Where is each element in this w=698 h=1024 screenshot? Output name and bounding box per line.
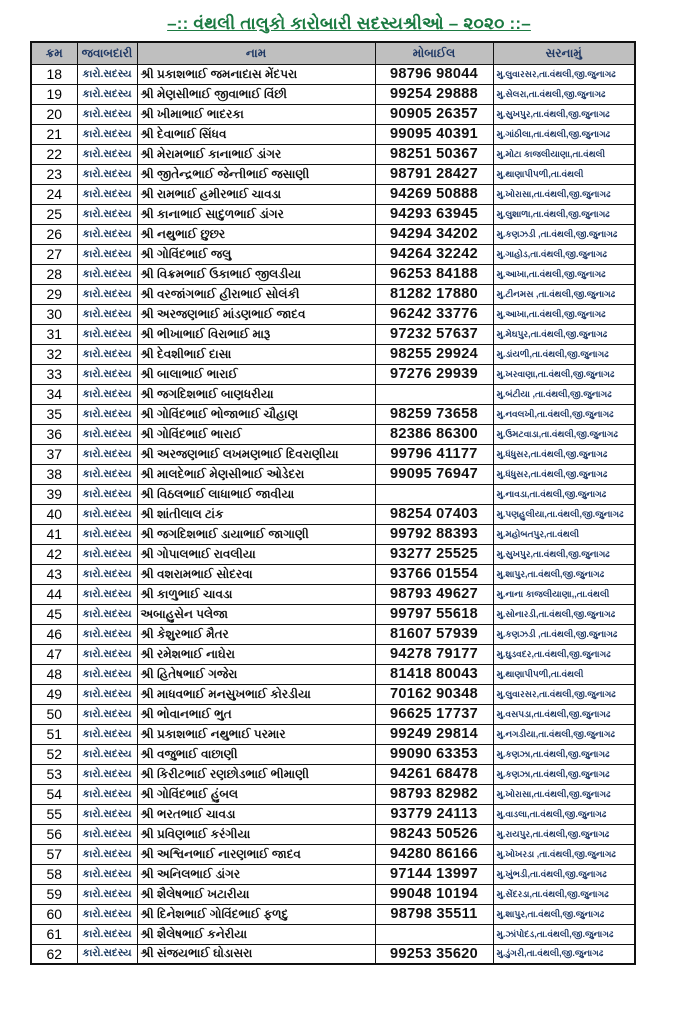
name-cell: શ્રી બાલાભાઈ ભારાઈ [137,364,375,384]
table-row [31,504,635,524]
column-header-serial: ક્રમ [31,42,77,64]
role-cell: કારો.સદસ્ય [77,584,137,604]
serial-cell: 24 [31,184,77,204]
serial-cell: 49 [31,684,77,704]
mobile-cell: 99253 35620 [375,944,493,964]
serial-cell: 55 [31,804,77,824]
table-row [31,704,635,724]
table-row [31,204,635,224]
mobile-cell: 94264 32242 [375,244,493,264]
name-cell: શ્રી દેવાભાઈ સિંધવ [137,124,375,144]
address-cell: મુ.ટીનમસ ,તા.વંથલી,જી.જુનાગઢ [493,284,635,304]
serial-cell: 51 [31,724,77,744]
table-row [31,484,635,504]
address-cell: મુ.નવલખી,તા.વંથલી,જી.જુનાગઢ [493,404,635,424]
serial-cell: 43 [31,564,77,584]
table-row [31,564,635,584]
table-row [31,144,635,164]
address-cell: મુ.મોટા કાજલીયાણા,તા.વંથલી [493,144,635,164]
table-row [31,184,635,204]
name-cell: શ્રી ખીમાભાઈ ભાદરકા [137,104,375,124]
address-cell: મુ.મહોબતપુર,તા.વંથલી [493,524,635,544]
members-table [30,41,636,965]
name-cell: શ્રી દેવશીભાઈ દાસા [137,344,375,364]
table-row [31,744,635,764]
table-row [31,624,635,644]
role-cell: કારો.સદસ્ય [77,64,137,84]
role-cell: કારો.સદસ્ય [77,424,137,444]
role-cell: કારો.સદસ્ય [77,324,137,344]
name-cell: શ્રી સંજયભાઈ ઘોડાસરા [137,944,375,964]
mobile-cell: 97144 13997 [375,864,493,884]
table-row [31,164,635,184]
address-cell: મુ.બંટીયા ,તા.વંથલી,જી.જુનાગઢ [493,384,635,404]
role-cell: કારો.સદસ્ય [77,764,137,784]
column-header-name: નામ [137,42,375,64]
table-row [31,724,635,744]
role-cell: કારો.સદસ્ય [77,644,137,664]
address-cell: મુ.શાપુર,તા.વંથલી,જી.જુનાગઢ [493,564,635,584]
mobile-cell: 99254 29888 [375,84,493,104]
serial-cell: 33 [31,364,77,384]
name-cell: શ્રી ભીખાભાઈ વિરાભાઈ મારૂ [137,324,375,344]
table-row [31,544,635,564]
mobile-cell: 94293 63945 [375,204,493,224]
role-cell: કારો.સદસ્ય [77,884,137,904]
mobile-cell: 96253 84188 [375,264,493,284]
serial-cell: 20 [31,104,77,124]
mobile-cell: 98243 50526 [375,824,493,844]
address-cell: મુ.ધંધુસર,તા.વંથલી,જી.જુનાગઢ [493,464,635,484]
address-cell: મુ.ઉમટવાડા,તા.વંથલી,જી.જુનાગઢ [493,424,635,444]
role-cell: કારો.સદસ્ય [77,664,137,684]
serial-cell: 54 [31,784,77,804]
role-cell: કારો.સદસ્ય [77,384,137,404]
role-cell: કારો.સદસ્ય [77,124,137,144]
address-cell: મુ.સુખપુર,તા.વંથલી,જી.જુનાગઢ [493,544,635,564]
name-cell: શ્રી ગોપાલભાઈ રાવલીયા [137,544,375,564]
role-cell: કારો.સદસ્ય [77,504,137,524]
name-cell: શ્રી શૈલેષભાઈ કનેરીયા [137,924,375,944]
table-row [31,664,635,684]
mobile-cell: 82386 86300 [375,424,493,444]
address-cell: મુ.ખોરાસા,તા.વંથલી,જી.જુનાગઢ [493,184,635,204]
name-cell: શ્રી ગોવિંદભાઈ જલુ [137,244,375,264]
role-cell: કારો.સદસ્ય [77,444,137,464]
role-cell: કારો.સદસ્ય [77,864,137,884]
table-row [31,584,635,604]
name-cell: શ્રી અનિલભાઈ ડાંગર [137,864,375,884]
serial-cell: 52 [31,744,77,764]
serial-cell: 45 [31,604,77,624]
table-row [31,324,635,344]
serial-cell: 27 [31,244,77,264]
name-cell: શ્રી શૈલેષભાઈ ખટારીયા [137,884,375,904]
role-cell: કારો.સદસ્ય [77,464,137,484]
table-row [31,684,635,704]
table-row [31,104,635,124]
serial-cell: 31 [31,324,77,344]
address-cell: મુ.સોનારડી,તા.વંથલી,જી.જુનાગઢ [493,604,635,624]
mobile-cell: 99048 10194 [375,884,493,904]
name-cell: શ્રી કિરીટભાઈ રણછોડભાઈ ભીમાણી [137,764,375,784]
column-header-mobile: મોબાઈલ [375,42,493,64]
serial-cell: 62 [31,944,77,964]
name-cell: શ્રી માલદેભાઈ મેણસીભાઈ ઓડેદરા [137,464,375,484]
name-cell: શ્રી પ્રવિણભાઈ કરંગીયા [137,824,375,844]
serial-cell: 41 [31,524,77,544]
role-cell: કારો.સદસ્ય [77,224,137,244]
table-row [31,884,635,904]
page-title: –:: વંથલી તાલુકો કારોબારી સદસ્યશ્રીઓ – ૨૦૨૦ ::– [167,14,531,33]
mobile-cell: 98798 35511 [375,904,493,924]
name-cell: શ્રી ગોવિંદભાઈ ભારાઈ [137,424,375,444]
mobile-cell: 96242 33776 [375,304,493,324]
serial-cell: 21 [31,124,77,144]
mobile-cell: 94278 79177 [375,644,493,664]
address-cell: મુ.કણઝડી ,તા.વંથલી,જી.જુનાગઢ [493,224,635,244]
table-header-row [31,42,635,64]
role-cell: કારો.સદસ્ય [77,564,137,584]
table-row [31,464,635,484]
column-header-address: સરનામું [493,42,635,64]
role-cell: કારો.સદસ્ય [77,784,137,804]
table-row [31,344,635,364]
address-cell: મુ.શાપુર,તા.વંથલી,જી.જુનાગઢ [493,904,635,924]
serial-cell: 22 [31,144,77,164]
name-cell: શ્રી વજુભાઈ વાછાણી [137,744,375,764]
mobile-cell: 93779 24113 [375,804,493,824]
name-cell: શ્રી અરજણભાઈ લખમણભાઈ દિવરાણીયા [137,444,375,464]
table-row [31,124,635,144]
name-cell: શ્રી પ્રકાશભાઈ જમનાદાસ મેંદપરા [137,64,375,84]
serial-cell: 40 [31,504,77,524]
table-row [31,764,635,784]
address-cell: મુ.ડુંગરી,તા.વંથલી,જી.જુનાગઢ [493,944,635,964]
table-row [31,84,635,104]
role-cell: કારો.સદસ્ય [77,904,137,924]
name-cell: શ્રી શાંતીલાલ ટાંક [137,504,375,524]
mobile-cell: 94261 68478 [375,764,493,784]
address-cell: મુ.ગાહોડ,તા.વંથલી,જી.જુનાગઢ [493,244,635,264]
serial-cell: 38 [31,464,77,484]
role-cell: કારો.સદસ્ય [77,924,137,944]
mobile-cell: 98793 82982 [375,784,493,804]
address-cell: મુ.સુખપુર,તા.વંથલી,જી.જુનાગઢ [493,104,635,124]
role-cell: કારો.સદસ્ય [77,524,137,544]
table-row [31,224,635,244]
role-cell: કારો.સદસ્ય [77,84,137,104]
mobile-cell [375,924,493,944]
serial-cell: 47 [31,644,77,664]
table-row [31,384,635,404]
table-row [31,264,635,284]
name-cell: શ્રી પ્રકાશભાઈ નથુભાઈ પરમાર [137,724,375,744]
mobile-cell: 98259 73658 [375,404,493,424]
name-cell: શ્રી મેણસીભાઈ જીવાભાઈ વિંછી [137,84,375,104]
role-cell: કારો.સદસ્ય [77,344,137,364]
address-cell: મુ.ખોખરડા ,તા.વંથલી,જી.જુનાગઢ [493,844,635,864]
address-cell: મુ.પણહુલીયા,તા.વંથલી,જી.જુનાગઢ [493,504,635,524]
name-cell: શ્રી અરજણભાઈ માંડણભાઈ જાદવ [137,304,375,324]
address-cell: મુ.મેઘપુર,તા.વંથલી,જી.જુનાગઢ [493,324,635,344]
mobile-cell: 97232 57637 [375,324,493,344]
serial-cell: 50 [31,704,77,724]
address-cell: મુ.સેંદરડા,તા.વંથલી,જી.જુનાગઢ [493,884,635,904]
address-cell: મુ.ઝાંપોદડ,તા.વંથલી,જી.જુનાગઢ [493,924,635,944]
address-cell: મુ.ઘુડવદર,તા.વંથલી,જી.જુનાગઢ [493,644,635,664]
name-cell: શ્રી અશ્વિનભાઈ નારણભાઈ જાદવ [137,844,375,864]
name-cell: શ્રી વિઠલભાઈ લાધાભાઈ જાવીયા [137,484,375,504]
table-row [31,644,635,664]
address-cell: મુ.કણઝા,તા.વંથલી,જી.જુનાગઢ [493,764,635,784]
mobile-cell: 98791 28427 [375,164,493,184]
serial-cell: 29 [31,284,77,304]
table-row [31,944,635,964]
role-cell: કારો.સદસ્ય [77,944,137,964]
mobile-cell: 98793 49627 [375,584,493,604]
mobile-cell: 94269 50888 [375,184,493,204]
serial-cell: 37 [31,444,77,464]
role-cell: કારો.સદસ્ય [77,724,137,744]
mobile-cell: 99797 55618 [375,604,493,624]
role-cell: કારો.સદસ્ય [77,244,137,264]
role-cell: કારો.સદસ્ય [77,624,137,644]
role-cell: કારો.સદસ્ય [77,204,137,224]
address-cell: મુ.લુવારસર,તા.વંથલી,જી.જુનાગઢ [493,64,635,84]
table-row [31,924,635,944]
role-cell: કારો.સદસ્ય [77,104,137,124]
address-cell: મુ.લુવારસર,તા.વંથલી,જી.જુનાગઢ [493,684,635,704]
serial-cell: 23 [31,164,77,184]
mobile-cell: 70162 90348 [375,684,493,704]
mobile-cell: 99090 63353 [375,744,493,764]
table-row [31,604,635,624]
role-cell: કારો.સદસ્ય [77,484,137,504]
table-row [31,844,635,864]
name-cell: અબાહુસેન પલેજા [137,604,375,624]
name-cell: શ્રી મેરામભાઈ કાનાભાઈ ડાંગર [137,144,375,164]
mobile-cell: 98255 29924 [375,344,493,364]
mobile-cell: 93766 01554 [375,564,493,584]
role-cell: કારો.સદસ્ય [77,364,137,384]
role-cell: કારો.સદસ્ય [77,824,137,844]
name-cell: શ્રી હિતેષભાઈ ગજેરા [137,664,375,684]
address-cell: મુ.કણઝા,તા.વંથલી,જી.જુનાગઢ [493,744,635,764]
serial-cell: 36 [31,424,77,444]
address-cell: મુ.ખોરાસા,તા.વંથલી,જી.જુનાગઢ [493,784,635,804]
address-cell: મુ.નગડીયા,તા.વંથલી,જી.જુનાગઢ [493,724,635,744]
address-cell: મુ.રાયપુર,તા.વંથલી,જી.જુનાગઢ [493,824,635,844]
name-cell: શ્રી કાનાભાઈ સાદુળભાઈ ડાંગર [137,204,375,224]
name-cell: શ્રી વશરામભાઈ સોદરવા [137,564,375,584]
mobile-cell: 99249 29814 [375,724,493,744]
name-cell: શ્રી જગદિશભાઈ બાણધરીયા [137,384,375,404]
mobile-cell: 94280 86166 [375,844,493,864]
name-cell: શ્રી વરજાંગભાઈ હીરાભાઈ સોલંકી [137,284,375,304]
table-row [31,904,635,924]
address-cell: મુ.થાણાપીપળી,તા.વંથલી [493,664,635,684]
table-row [31,404,635,424]
role-cell: કારો.સદસ્ય [77,304,137,324]
role-cell: કારો.સદસ્ય [77,804,137,824]
serial-cell: 18 [31,64,77,84]
table-row [31,804,635,824]
name-cell: શ્રી ગોવિંદભાઈ ભોજાભાઈ ચૌહાણ [137,404,375,424]
name-cell: શ્રી નથુભાઈ છુછર [137,224,375,244]
mobile-cell: 99095 40391 [375,124,493,144]
role-cell: કારો.સદસ્ય [77,684,137,704]
role-cell: કારો.સદસ્ય [77,704,137,724]
address-cell: મુ.આખા,તા.વંથલી,જી.જુનાગઢ [493,264,635,284]
serial-cell: 60 [31,904,77,924]
role-cell: કારો.સદસ્ય [77,184,137,204]
address-cell: મુ.ખુંભડી,તા.વંથલી,જી.જુનાગઢ [493,864,635,884]
name-cell: શ્રી ગોવિંદભાઈ હુંબલ [137,784,375,804]
serial-cell: 46 [31,624,77,644]
serial-cell: 57 [31,844,77,864]
table-row [31,784,635,804]
table-row [31,864,635,884]
role-cell: કારો.સદસ્ય [77,264,137,284]
address-cell: મુ.ખરવાણા,તા.વંથલી,જી.જુનાગઢ [493,364,635,384]
address-cell: મુ.નાવડા,તા.વંથલી,જી.જુનાગઢ [493,484,635,504]
name-cell: શ્રી રામભાઈ હમીરભાઈ ચાવડા [137,184,375,204]
address-cell: મુ.ગાંઠીલા,તા.વંથલી,જી.જુનાગઢ [493,124,635,144]
name-cell: શ્રી રમેશભાઈ નાઘેરા [137,644,375,664]
mobile-cell: 99095 76947 [375,464,493,484]
table-row [31,244,635,264]
mobile-cell [375,384,493,404]
table-body [31,64,635,964]
name-cell: શ્રી ભરતભાઈ ચાવડા [137,804,375,824]
serial-cell: 48 [31,664,77,684]
address-cell: મુ.વસપડા,તા.વંથલી,જી.જુનાગઢ [493,704,635,724]
mobile-cell: 97276 29939 [375,364,493,384]
table-row [31,304,635,324]
mobile-cell: 81282 17880 [375,284,493,304]
mobile-cell: 81607 57939 [375,624,493,644]
mobile-cell: 90905 26357 [375,104,493,124]
role-cell: કારો.સદસ્ય [77,544,137,564]
table-row [31,424,635,444]
name-cell: શ્રી દિનેશભાઈ ગોવિંદભાઈ ફળદુ [137,904,375,924]
serial-cell: 42 [31,544,77,564]
serial-cell: 59 [31,884,77,904]
mobile-cell: 99796 41177 [375,444,493,464]
name-cell: શ્રી માધવભાઈ મનસુખભાઈ કોરડીયા [137,684,375,704]
serial-cell: 26 [31,224,77,244]
table-row [31,524,635,544]
table-row [31,364,635,384]
table-row [31,64,635,84]
role-cell: કારો.સદસ્ય [77,604,137,624]
role-cell: કારો.સદસ્ય [77,284,137,304]
serial-cell: 32 [31,344,77,364]
address-cell: મુ.સેલરા,તા.વંથલી,જી.જુનાગઢ [493,84,635,104]
mobile-cell: 94294 34202 [375,224,493,244]
serial-cell: 44 [31,584,77,604]
serial-cell: 34 [31,384,77,404]
mobile-cell: 93277 25525 [375,544,493,564]
mobile-cell: 98254 07403 [375,504,493,524]
serial-cell: 58 [31,864,77,884]
serial-cell: 56 [31,824,77,844]
address-cell: મુ.ડાંયળી,તા.વંથલી,જી.જુનાગઢ [493,344,635,364]
serial-cell: 53 [31,764,77,784]
address-cell: મુ.લુશાળા,તા.વંથલી,જી.જુનાગઢ [493,204,635,224]
mobile-cell: 81418 80043 [375,664,493,684]
role-cell: કારો.સદસ્ય [77,744,137,764]
name-cell: શ્રી જગદિશભાઈ ડાયાભાઈ જાગાણી [137,524,375,544]
table-row [31,824,635,844]
mobile-cell: 98251 50367 [375,144,493,164]
address-cell: મુ.કણઝડી ,તા.વંથલી,જી.જુનાગઢ [493,624,635,644]
role-cell: કારો.સદસ્ય [77,404,137,424]
table-row [31,284,635,304]
name-cell: શ્રી કાળુભાઈ ચાવડા [137,584,375,604]
role-cell: કારો.સદસ્ય [77,144,137,164]
name-cell: શ્રી જીતેન્દ્રભાઈ જેન્તીભાઈ જસાણી [137,164,375,184]
mobile-cell [375,484,493,504]
serial-cell: 28 [31,264,77,284]
column-header-role: જવાબદારી [77,42,137,64]
serial-cell: 30 [31,304,77,324]
name-cell: શ્રી ભોવાનભાઈ ભુત [137,704,375,724]
address-cell: મુ.ધંધુસર,તા.વંથલી,જી.જુનાગઢ [493,444,635,464]
serial-cell: 61 [31,924,77,944]
serial-cell: 35 [31,404,77,424]
mobile-cell: 96625 17737 [375,704,493,724]
address-cell: મુ.થાણાપીપળી,તા.વંથલી [493,164,635,184]
mobile-cell: 99792 88393 [375,524,493,544]
address-cell: મુ.વાડલા,તા.વંથલી,જી.જુનાગઢ [493,804,635,824]
address-cell: મુ.નાના કાજલીયાણા,,તા.વંથલી [493,584,635,604]
name-cell: શ્રી વિક્રમભાઈ ઉકાભાઈ જીલડીયા [137,264,375,284]
name-cell: શ્રી કેશુરભાઈ મૈતર [137,624,375,644]
serial-cell: 39 [31,484,77,504]
table-row [31,444,635,464]
serial-cell: 25 [31,204,77,224]
mobile-cell: 98796 98044 [375,64,493,84]
role-cell: કારો.સદસ્ય [77,164,137,184]
role-cell: કારો.સદસ્ય [77,844,137,864]
serial-cell: 19 [31,84,77,104]
address-cell: મુ.આખા,તા.વંથલી,જી.જુનાગઢ [493,304,635,324]
